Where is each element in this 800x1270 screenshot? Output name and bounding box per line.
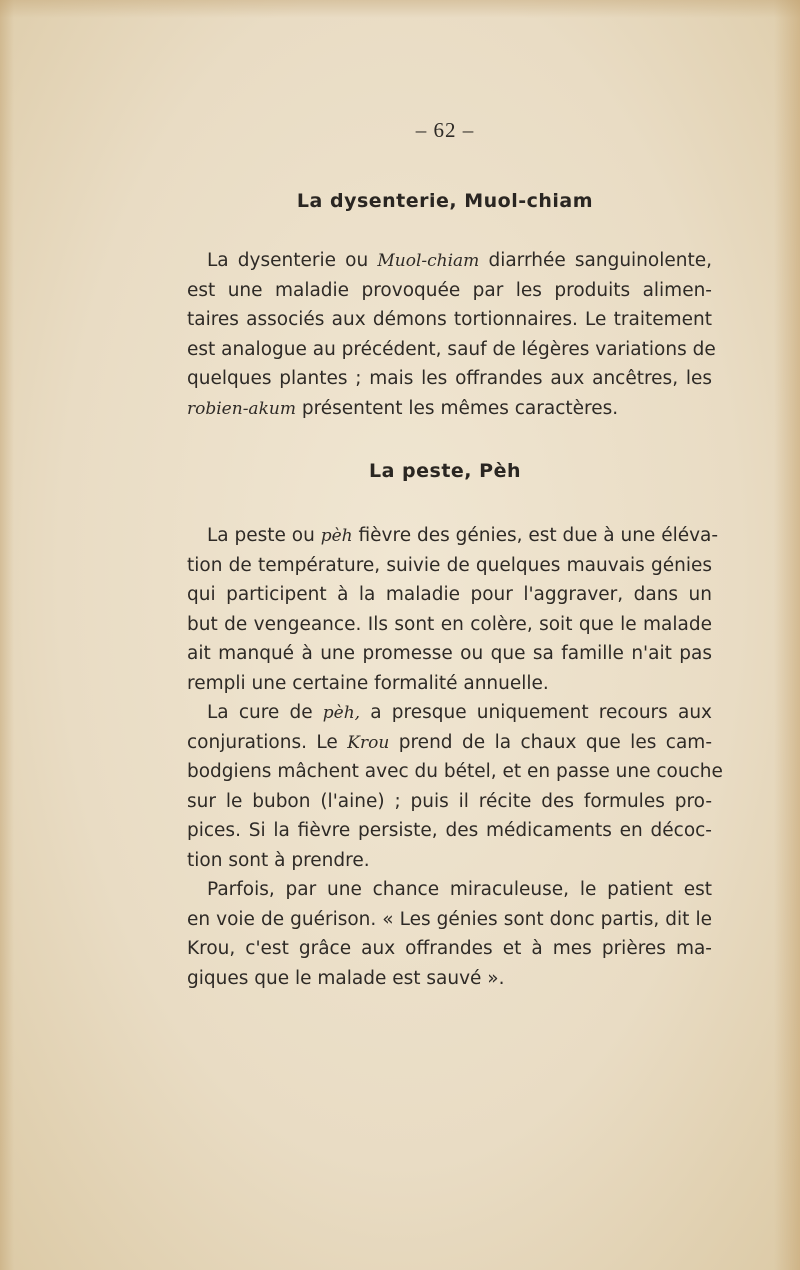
- text-line: [187, 846, 712, 876]
- text-line: [187, 639, 712, 669]
- text-segment: giques que le malade est sauvé ».: [187, 967, 505, 989]
- page-edge-shadow-top: [0, 0, 800, 18]
- text-segment: La peste ou: [207, 525, 321, 546]
- text-line: [187, 816, 712, 846]
- text-segment: qui participent à la maladie pour l'aggraver, dans un: [187, 584, 712, 605]
- text-segment: Krou, c'est grâce aux offrandes et à mes prières ma-: [187, 938, 712, 959]
- text-segment: sur le bubon (l'aine) ; puis il récite des formules pro-: [187, 790, 712, 812]
- text-line: [187, 521, 719, 551]
- text-segment: La cure de: [207, 702, 323, 723]
- text-line: [187, 964, 712, 994]
- text-segment: quelques plantes ; mais les offrandes aux ancêtres, les: [187, 368, 712, 389]
- section-body-plague: [187, 521, 723, 993]
- text-line: [187, 875, 712, 905]
- text-segment: taires associés aux démons tortionnaires. Le traitement: [187, 309, 712, 330]
- text-segment: but de vengeance. Ils sont en colère, soit que le malade: [187, 613, 712, 635]
- text-segment: présentent les mêmes caractères.: [295, 397, 619, 419]
- text-segment: est analogue au précédent, sauf de légères variations de: [187, 338, 716, 360]
- page-number: – 62 –: [415, 118, 475, 142]
- text-line: [187, 610, 712, 640]
- section-heading-dysentery: La dysenterie, Muol-chiam: [296, 190, 594, 212]
- text-line: [187, 669, 712, 699]
- text-segment: La dysenterie ou: [207, 250, 378, 271]
- text-line: [187, 934, 712, 964]
- text-segment: en voie de guérison. « Les génies sont donc partis, dit le: [187, 908, 712, 930]
- text-segment: conjurations. Le: [187, 731, 348, 753]
- italic-term: robien-akum: [187, 398, 296, 419]
- text-line: [187, 551, 712, 581]
- italic-term: pèh: [320, 526, 353, 546]
- text-line: [187, 305, 712, 335]
- italic-term: pèh,: [322, 703, 361, 723]
- italic-term: Muol-chiam: [377, 251, 480, 271]
- text-line: [187, 698, 712, 728]
- italic-term: Krou: [347, 732, 390, 753]
- text-segment: fièvre des génies, est due à une éléva-: [352, 525, 719, 546]
- text-line: [187, 757, 723, 787]
- text-line: [187, 276, 712, 306]
- text-segment: a presque uniquement recours aux: [360, 702, 712, 723]
- text-line: [187, 364, 712, 394]
- text-line: [187, 787, 712, 817]
- text-segment: tion sont à prendre.: [187, 849, 370, 871]
- text-segment: rempli une certaine formalité annuelle.: [187, 672, 549, 694]
- text-segment: prend de la chaux que les cam-: [389, 731, 712, 753]
- text-line: [187, 580, 712, 610]
- text-segment: diarrhée sanguinolente,: [479, 250, 712, 271]
- text-line: [187, 728, 712, 758]
- text-segment: bodgiens mâchent avec du bétel, et en passe une couche: [187, 761, 723, 782]
- section-heading-plague: La peste, Pèh: [369, 460, 521, 482]
- section-body-dysentery: [187, 246, 716, 423]
- text-line: [187, 905, 712, 935]
- text-segment: ait manqué à une promesse ou que sa famille n'ait pas: [187, 643, 712, 664]
- text-line: [187, 394, 712, 424]
- text-segment: Parfois, par une chance miraculeuse, le patient est: [207, 879, 712, 900]
- text-segment: tion de température, suivie de quelques mauvais génies: [187, 554, 712, 576]
- text-segment: est une maladie provoquée par les produits alimen-: [187, 279, 712, 301]
- text-segment: pices. Si la fièvre persiste, des médicaments en décoc-: [187, 820, 712, 841]
- text-line: [187, 335, 716, 365]
- text-line: [187, 246, 712, 276]
